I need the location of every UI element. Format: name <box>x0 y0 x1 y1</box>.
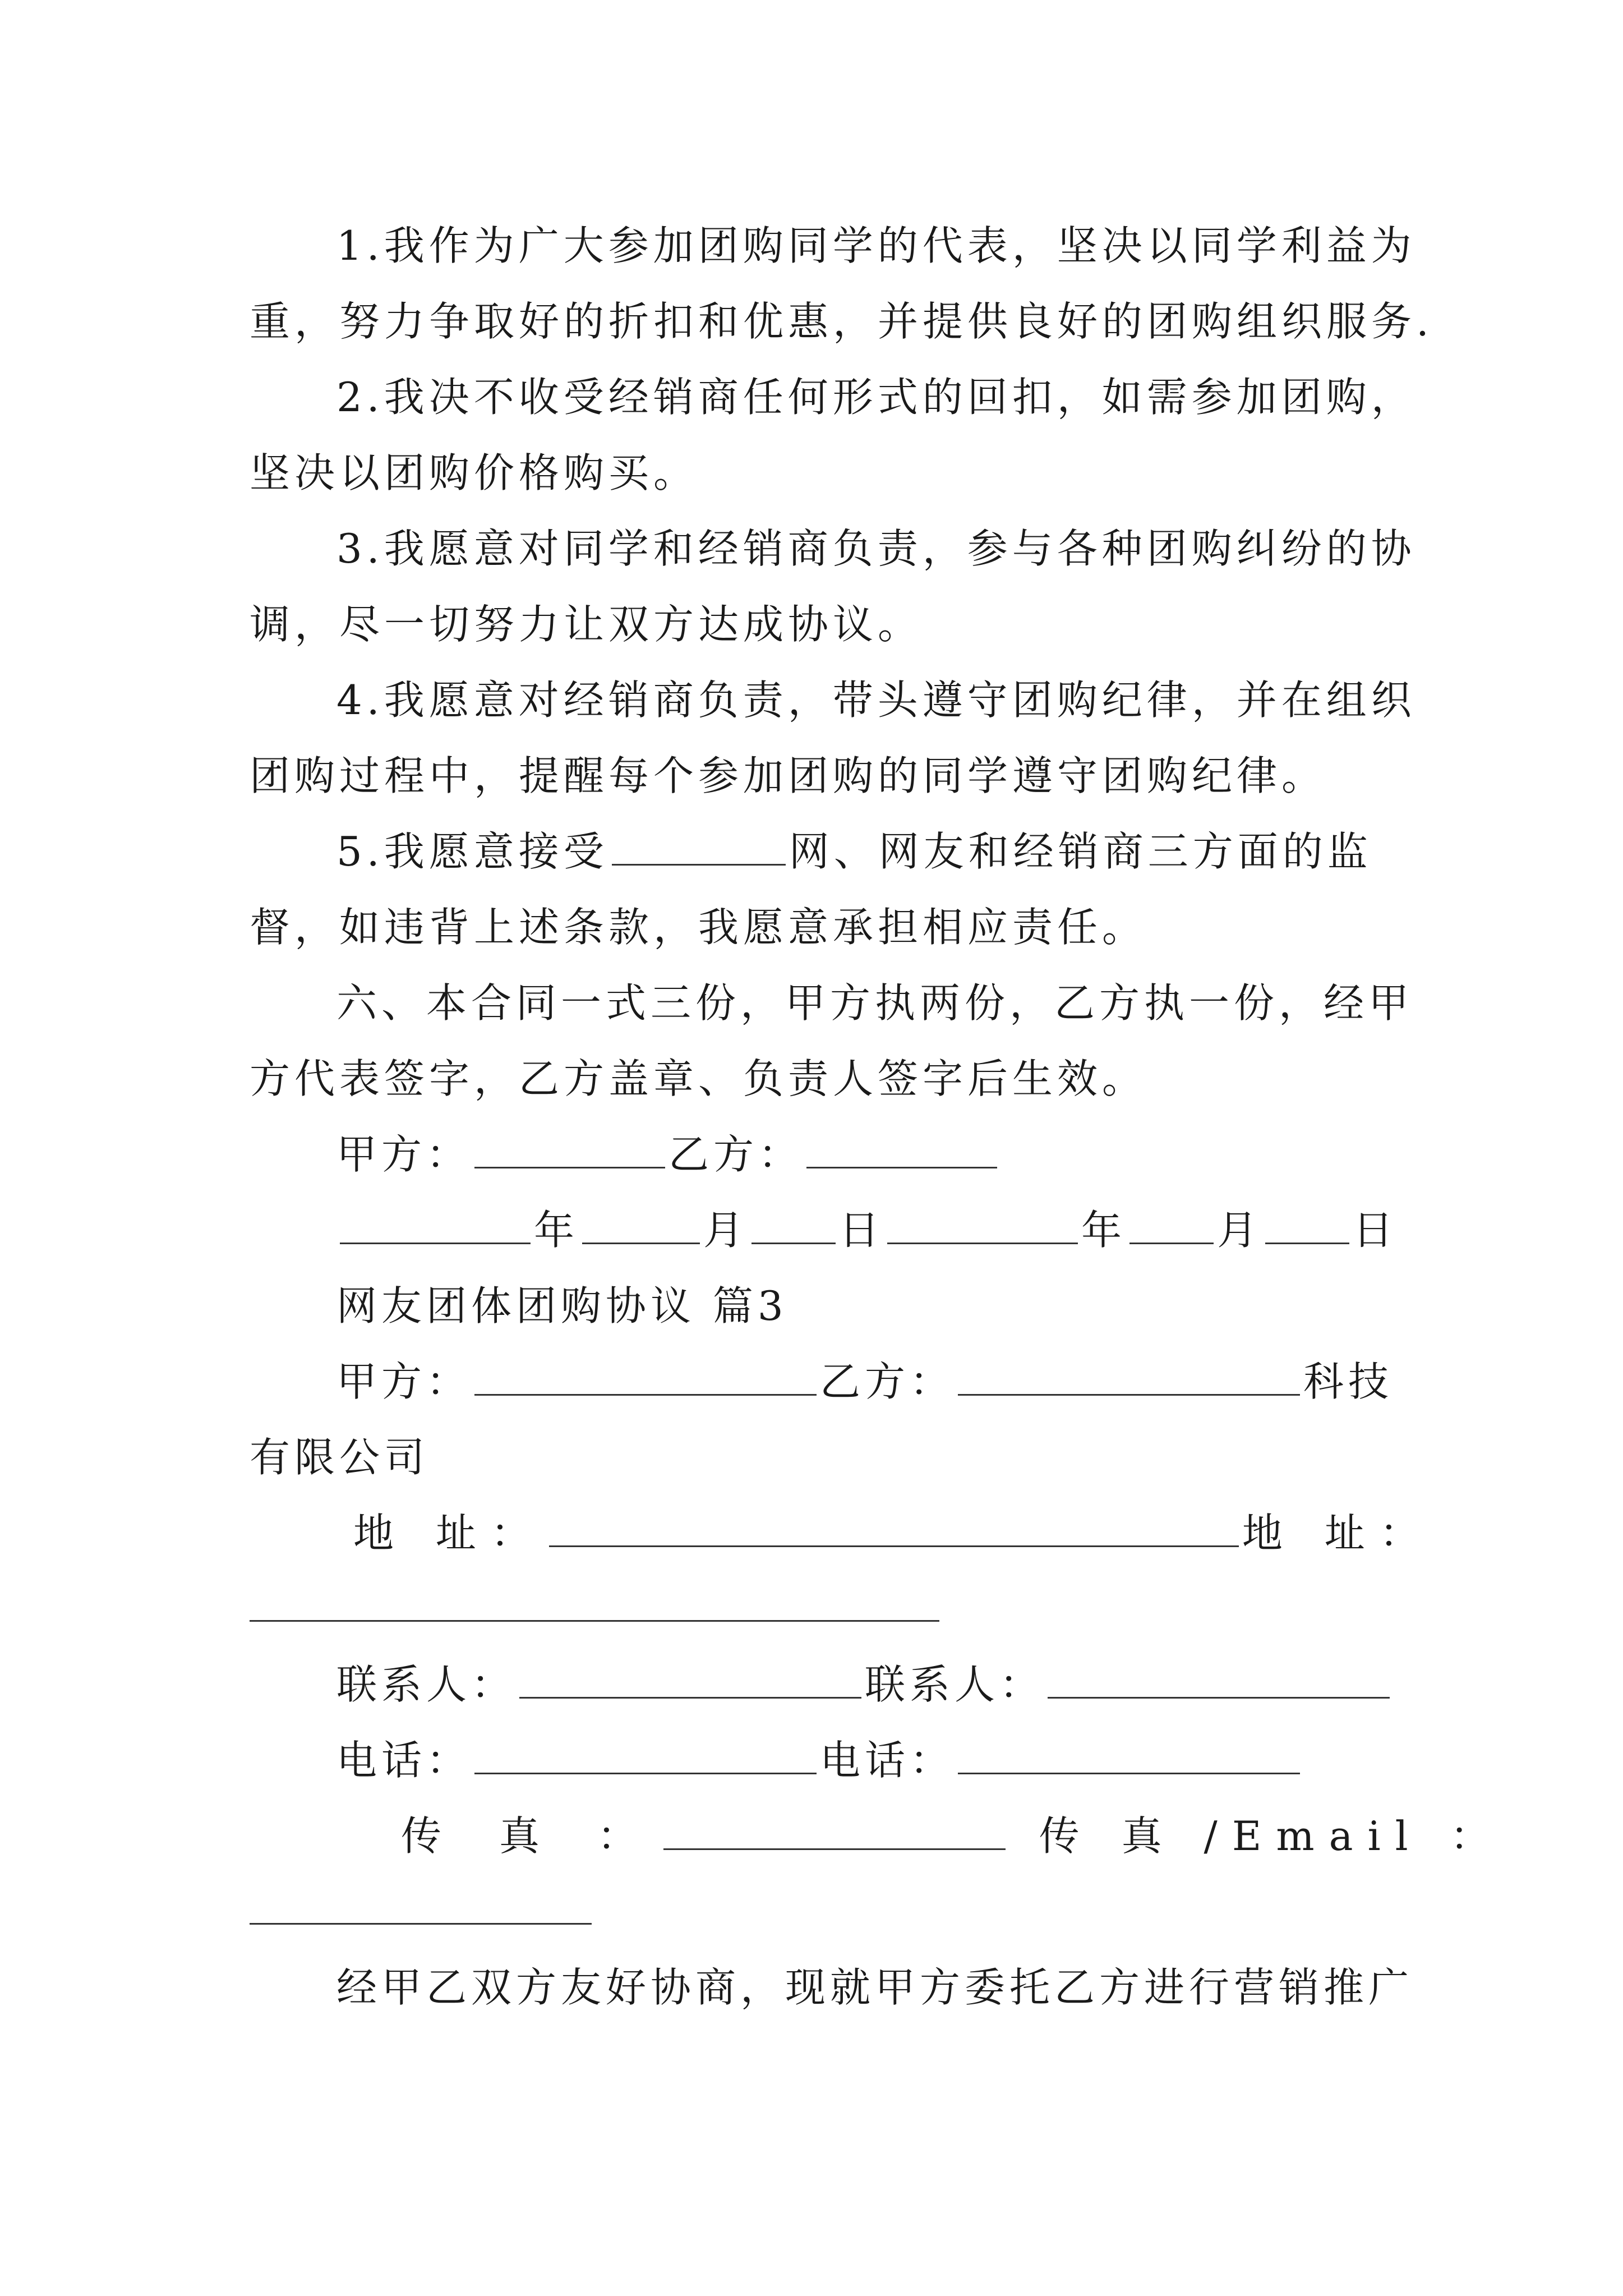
paragraph-line: 坚决以团购价格购买。 <box>250 449 699 496</box>
blank-line <box>549 1508 1239 1547</box>
blank-line <box>663 1811 1006 1850</box>
blank-line <box>751 1205 836 1244</box>
blank-line <box>474 1357 817 1396</box>
contact-line <box>336 1658 1492 1711</box>
fax-line <box>401 1809 1556 1863</box>
day-label: 日 <box>1353 1207 1398 1254</box>
blank-line <box>250 1620 939 1622</box>
address-label: 地 址： <box>353 1510 546 1557</box>
paragraph-line: 4.我愿意对经销商负责，带头遵守团购纪律，并在组织 <box>336 677 1416 724</box>
contact-label: 联系人： <box>865 1661 1045 1708</box>
address-label: 地 址： <box>1242 1510 1435 1557</box>
year-label: 年 <box>534 1207 579 1254</box>
blank-line <box>474 1736 817 1774</box>
fax-email-label: 传 真 /Email ： <box>1039 1812 1505 1860</box>
blank-line <box>958 1357 1300 1396</box>
phone-label: 电话： <box>820 1737 955 1784</box>
blank-line <box>887 1205 1078 1244</box>
phone-line <box>336 1733 1492 1787</box>
paragraph-line: 六、本合同一式三份，甲方执两份，乙方执一份，经甲 <box>336 979 1414 1027</box>
company-suffix: 科技 <box>1303 1358 1394 1405</box>
blank-line <box>612 827 786 866</box>
blank-line <box>340 1205 531 1244</box>
party-line <box>336 1355 1492 1409</box>
party-a-label: 甲方： <box>336 1131 472 1178</box>
section-title: 网友团体团购协议 篇3 <box>336 1282 788 1329</box>
blank-line <box>1129 1205 1214 1244</box>
address-line <box>353 1506 1509 1560</box>
party-a-label: 甲方： <box>336 1358 472 1405</box>
month-label: 月 <box>703 1207 749 1254</box>
year-label: 年 <box>1081 1207 1127 1254</box>
paragraph-line: 有限公司 <box>250 1434 430 1481</box>
paragraph-line: 1.我作为广大参加团购同学的代表，坚决以同学利益为 <box>336 222 1416 269</box>
party-b-label: 乙方： <box>820 1358 955 1405</box>
date-line <box>336 1203 1492 1257</box>
blank-line <box>1265 1205 1349 1244</box>
contact-label: 联系人： <box>336 1661 517 1708</box>
paragraph-line: 2.我决不收受经销商任何形式的回扣，如需参加团购， <box>336 374 1416 421</box>
paragraph-text: 网、网友和经销商三方面的监 <box>789 828 1372 875</box>
paragraph-text: 5.我愿意接受 <box>336 828 608 875</box>
blank-line <box>519 1660 861 1699</box>
blank-line <box>582 1205 700 1244</box>
party-b-label: 乙方： <box>668 1131 804 1178</box>
month-label: 月 <box>1217 1207 1262 1254</box>
blank-line <box>474 1130 665 1168</box>
blank-line <box>250 1923 592 1925</box>
fax-label: 传 真 ： <box>401 1812 660 1860</box>
paragraph-line: 团购过程中，提醒每个参加团购的同学遵守团购纪律。 <box>250 752 1327 799</box>
blank-line <box>806 1130 997 1168</box>
blank-line <box>1048 1660 1390 1699</box>
paragraph-line: 经甲乙双方友好协商，现就甲方委托乙方进行营销推广 <box>336 1964 1414 2011</box>
paragraph-line: 方代表签字，乙方盖章、负责人签字后生效。 <box>250 1055 1147 1102</box>
paragraph-line: 3.我愿意对同学和经销商负责，参与各种团购纠纷的协 <box>336 525 1416 572</box>
paragraph-line: 调，尽一切努力让双方达成协议。 <box>250 601 923 648</box>
blank-line <box>958 1736 1300 1774</box>
signature-line <box>336 1128 1492 1181</box>
day-label: 日 <box>839 1207 884 1254</box>
paragraph-line <box>336 825 1492 878</box>
phone-label: 电话： <box>336 1737 472 1784</box>
paragraph-line: 督，如违背上述条款，我愿意承担相应责任。 <box>250 904 1147 951</box>
paragraph-line: 重，努力争取好的折扣和优惠，并提供良好的团购组织服务. <box>250 298 1433 345</box>
